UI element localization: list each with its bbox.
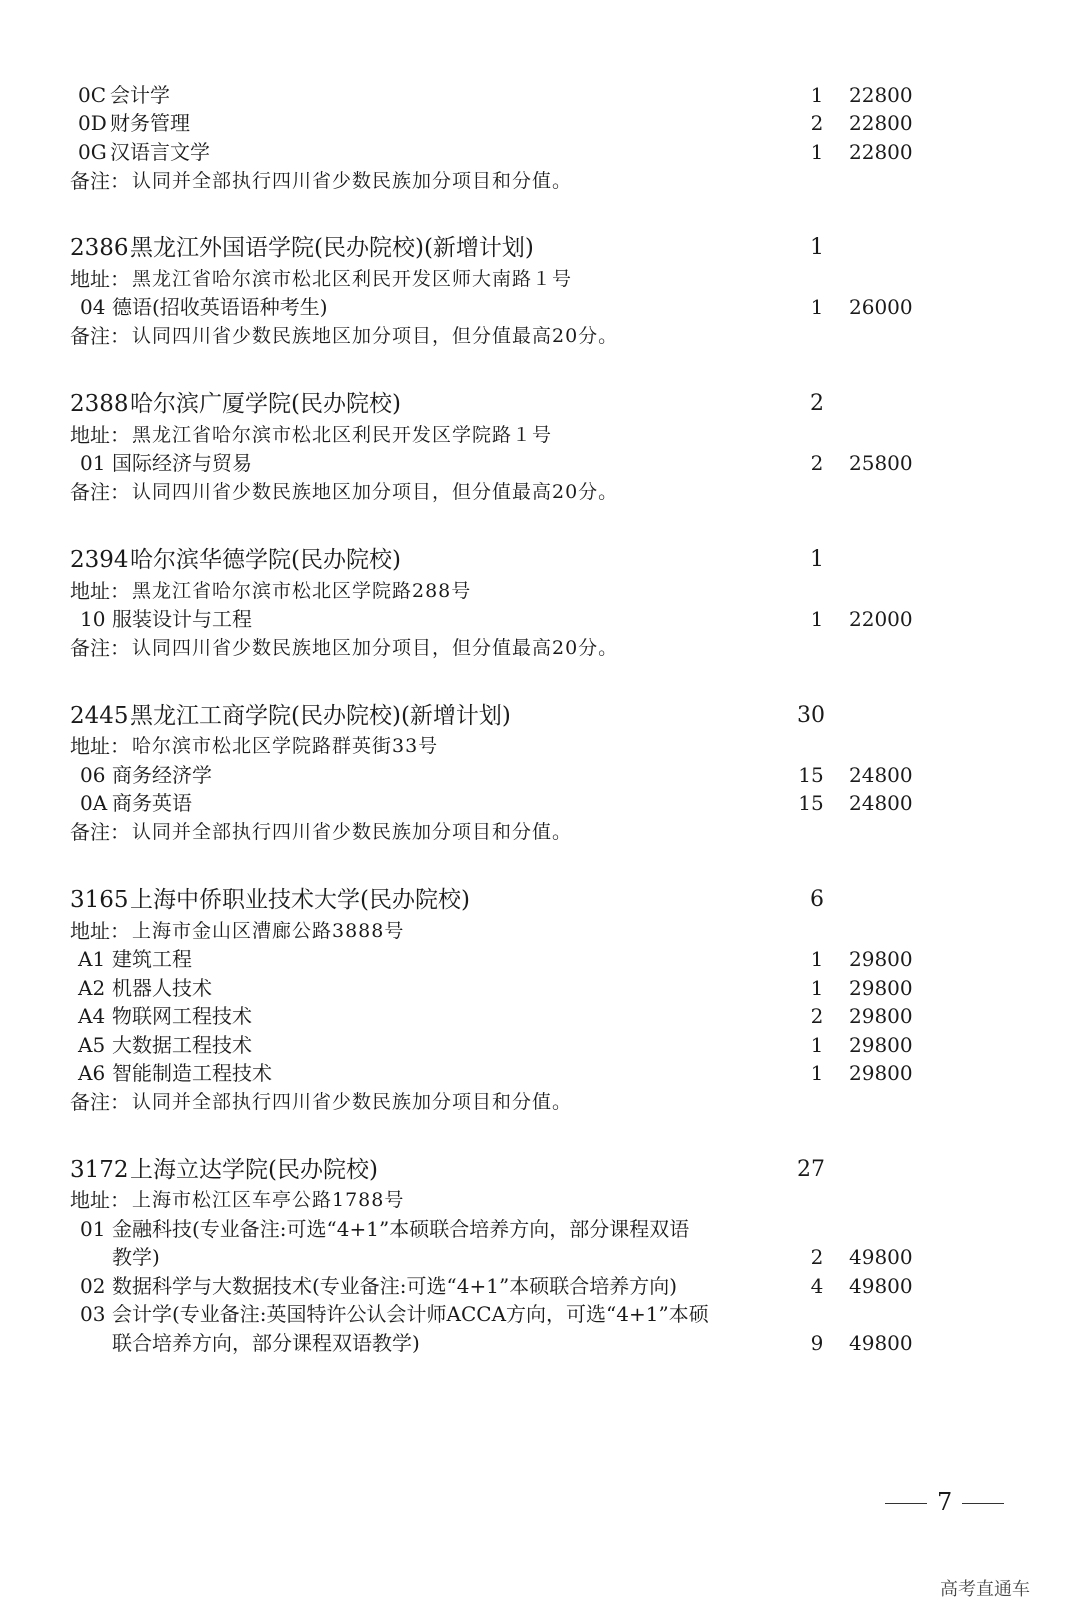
- school-header: [0, 233, 1080, 263]
- major-qty: 15: [798, 763, 824, 787]
- major-name: 汉语言文学: [110, 140, 210, 164]
- major-name: 金融科技(专业备注:可选“4+1”本硕联合培养方向，部分课程双语: [112, 1217, 690, 1241]
- address-label: 地址：: [70, 919, 130, 943]
- address-row: [0, 1185, 1080, 1215]
- major-row: [0, 1299, 1080, 1329]
- school-header: [0, 885, 1080, 915]
- address-row: [0, 576, 1080, 606]
- note-label: 备注：: [70, 1090, 130, 1114]
- school-name: 黑龙江外国语学院(民办院校)(新增计划): [130, 235, 534, 261]
- major-fee: 49800: [849, 1245, 913, 1269]
- page-number-dash: [885, 1503, 927, 1505]
- major-name: 国际经济与贸易: [112, 451, 252, 475]
- major-row: [0, 292, 1080, 322]
- major-qty: 2: [810, 1004, 824, 1028]
- major-row: [0, 1030, 1080, 1060]
- major-qty: 1: [810, 1061, 824, 1085]
- school-name: 黑龙江工商学院(民办院校)(新增计划): [130, 703, 511, 729]
- address-label: 地址：: [70, 1188, 130, 1212]
- major-row: [0, 137, 1080, 167]
- major-name: 商务经济学: [112, 763, 212, 787]
- note-text: 认同四川省少数民族地区加分项目，但分值最高20分。: [132, 481, 619, 503]
- address-text: 上海市松江区车亭公路1788号: [132, 1189, 405, 1211]
- major-fee: 22800: [849, 140, 913, 164]
- major-qty: 1: [810, 140, 824, 164]
- school-total: 1: [810, 235, 824, 260]
- school-total: 6: [810, 887, 824, 912]
- major-name: 大数据工程技术: [112, 1033, 252, 1057]
- school-name: 哈尔滨华德学院(民办院校): [130, 547, 401, 573]
- page-number-value: 7: [937, 1488, 953, 1516]
- address-row: [0, 264, 1080, 294]
- major-name: 物联网工程技术: [112, 1004, 252, 1028]
- major-code: 02: [80, 1274, 106, 1298]
- major-code: 06: [80, 763, 106, 787]
- major-name: 会计学(专业备注:英国特许公认会计师ACCA方向，可选“4+1”本硕: [112, 1302, 709, 1326]
- major-row: [0, 760, 1080, 790]
- major-row: [0, 80, 1080, 110]
- major-code: 0A: [80, 791, 108, 815]
- address-text: 黑龙江省哈尔滨市松北区学院路288号: [132, 580, 472, 602]
- school-header: [0, 389, 1080, 419]
- major-code: 0C: [78, 83, 107, 107]
- address-label: 地址：: [70, 267, 130, 291]
- major-name: 会计学: [110, 83, 170, 107]
- major-name: 商务英语: [112, 791, 192, 815]
- major-qty: 9: [810, 1331, 824, 1355]
- major-qty: 1: [810, 83, 824, 107]
- school-header: [0, 701, 1080, 731]
- note-text: 认同并全部执行四川省少数民族加分项目和分值。: [132, 821, 573, 843]
- major-fee: 22800: [849, 111, 913, 135]
- school-code: 2394: [70, 547, 129, 573]
- note-text: 认同四川省少数民族地区加分项目，但分值最高20分。: [132, 325, 619, 347]
- school-total: 30: [797, 703, 825, 728]
- school-total: 2: [810, 391, 824, 416]
- school-total: 1: [810, 547, 824, 572]
- note-label: 备注：: [70, 480, 130, 504]
- major-fee: 24800: [849, 791, 913, 815]
- address-text: 上海市金山区漕廊公路3888号: [132, 920, 405, 942]
- major-fee: 22800: [849, 83, 913, 107]
- note-row: [0, 817, 1080, 847]
- major-fee: 24800: [849, 763, 913, 787]
- major-code: 04: [80, 295, 106, 319]
- note-row: [0, 1087, 1080, 1117]
- major-name: 教学): [112, 1245, 160, 1269]
- note-label: 备注：: [70, 324, 130, 348]
- major-code: 03: [80, 1302, 106, 1326]
- address-row: [0, 420, 1080, 450]
- school-name: 上海立达学院(民办院校): [130, 1157, 378, 1183]
- major-fee: 25800: [849, 451, 913, 475]
- school-code: 2388: [70, 391, 129, 417]
- note-text: 认同并全部执行四川省少数民族加分项目和分值。: [132, 1091, 573, 1113]
- school-header: [0, 1155, 1080, 1185]
- school-code: 3165: [70, 887, 129, 913]
- major-name: 服装设计与工程: [112, 607, 252, 631]
- major-fee: 29800: [849, 976, 913, 1000]
- major-name: 智能制造工程技术: [112, 1061, 272, 1085]
- major-fee: 26000: [849, 295, 913, 319]
- major-qty: 2: [810, 111, 824, 135]
- major-qty: 15: [798, 791, 824, 815]
- major-fee: 22000: [849, 607, 913, 631]
- note-text: 认同并全部执行四川省少数民族加分项目和分值。: [132, 170, 573, 192]
- major-row: [0, 604, 1080, 634]
- major-name: 机器人技术: [112, 976, 212, 1000]
- major-qty: 1: [810, 607, 824, 631]
- major-qty: 1: [810, 295, 824, 319]
- major-name: 财务管理: [110, 111, 190, 135]
- major-row: [0, 1058, 1080, 1088]
- major-row: [0, 1271, 1080, 1301]
- school-name: 上海中侨职业技术大学(民办院校): [130, 887, 470, 913]
- note-label: 备注：: [70, 636, 130, 660]
- school-header: [0, 545, 1080, 575]
- note-text: 认同四川省少数民族地区加分项目，但分值最高20分。: [132, 637, 619, 659]
- major-name: 联合培养方向，部分课程双语教学): [112, 1331, 420, 1355]
- major-code: A5: [78, 1033, 106, 1057]
- major-name: 建筑工程: [112, 947, 192, 971]
- address-text: 哈尔滨市松北区学院路群英街33号: [132, 735, 439, 757]
- major-row-continued: [0, 1328, 1080, 1358]
- note-row: [0, 321, 1080, 351]
- note-row: [0, 166, 1080, 196]
- major-row: [0, 108, 1080, 138]
- school-code: 2386: [70, 235, 129, 261]
- school-total: 27: [797, 1157, 825, 1182]
- major-row: [0, 788, 1080, 818]
- major-code: 01: [80, 1217, 106, 1241]
- note-label: 备注：: [70, 169, 130, 193]
- major-fee: 29800: [849, 1033, 913, 1057]
- address-label: 地址：: [70, 423, 130, 447]
- address-row: [0, 916, 1080, 946]
- address-label: 地址：: [70, 579, 130, 603]
- major-fee: 29800: [849, 1004, 913, 1028]
- major-row: [0, 448, 1080, 478]
- major-row-continued: [0, 1242, 1080, 1272]
- school-code: 3172: [70, 1157, 129, 1183]
- major-qty: 1: [810, 947, 824, 971]
- major-code: A2: [78, 976, 106, 1000]
- major-row: [0, 1214, 1080, 1244]
- page-number: [875, 1488, 1014, 1516]
- note-label: 备注：: [70, 820, 130, 844]
- major-name: 数据科学与大数据技术(专业备注:可选“4+1”本硕联合培养方向): [112, 1274, 677, 1298]
- major-row: [0, 944, 1080, 974]
- major-code: A1: [78, 947, 106, 971]
- watermark: 高考直通车: [940, 1579, 1030, 1600]
- school-code: 2445: [70, 703, 129, 729]
- major-code: A6: [78, 1061, 106, 1085]
- major-fee: 29800: [849, 947, 913, 971]
- address-label: 地址：: [70, 734, 130, 758]
- major-qty: 1: [810, 976, 824, 1000]
- note-row: [0, 477, 1080, 507]
- major-row: [0, 973, 1080, 1003]
- major-code: 0G: [78, 140, 107, 164]
- major-qty: 1: [810, 1033, 824, 1057]
- page-number-dash: [962, 1503, 1004, 1505]
- major-name: 德语(招收英语语种考生): [112, 295, 328, 319]
- major-row: [0, 1001, 1080, 1031]
- address-text: 黑龙江省哈尔滨市松北区利民开发区师大南路１号: [132, 268, 573, 290]
- major-qty: 2: [810, 451, 824, 475]
- major-qty: 4: [810, 1274, 824, 1298]
- major-fee: 49800: [849, 1274, 913, 1298]
- note-row: [0, 633, 1080, 663]
- major-code: 10: [80, 607, 106, 631]
- address-text: 黑龙江省哈尔滨市松北区利民开发区学院路１号: [132, 424, 553, 446]
- school-name: 哈尔滨广厦学院(民办院校): [130, 391, 401, 417]
- major-fee: 49800: [849, 1331, 913, 1355]
- major-code: 01: [80, 451, 106, 475]
- major-fee: 29800: [849, 1061, 913, 1085]
- major-code: 0D: [78, 111, 107, 135]
- major-code: A4: [78, 1004, 106, 1028]
- major-qty: 2: [810, 1245, 824, 1269]
- address-row: [0, 731, 1080, 761]
